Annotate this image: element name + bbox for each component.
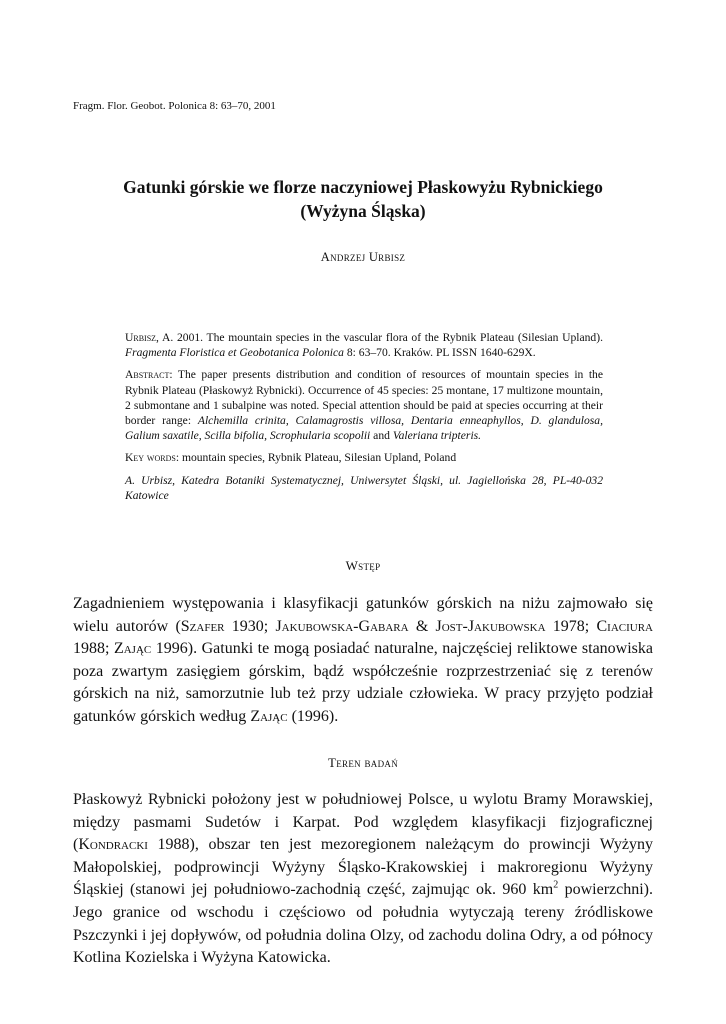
author-address: A. Urbisz, Katedra Botaniki Systematycznej, Uniwersytet Śląski, ul. Jagiellońska 28, PL-40-032 Katowice [125,473,603,502]
abstract-text-2: and [370,429,393,443]
section-heading-intro: Wstęp [345,558,381,573]
text-run: (1996). [287,707,339,725]
superscript: 2 [553,880,559,892]
text-run: 1978; [545,617,597,635]
section-body-intro [73,593,653,729]
citation-author: Urbisz [125,331,157,344]
text-run: 1930; [224,617,276,635]
citation-text-1: , A. 2001. The mountain species in the vascular flora of the Rybnik Plateau (Silesian Upland). [156,331,603,344]
cited-author: Ciaciura [596,617,653,635]
cited-author: Zając [113,640,152,658]
text-run: 1996). Gatunki te mogą posiadać naturalne, najczęściej reliktowe stanowiska poza zwartym zasięgiem górskim, bądź współcześnie rozprzestrzeniać się z terenów górskich na niż, samorzutnie lub też przy udziale człowieka. W pracy przyjęto podział gatunków górskich według [73,640,653,725]
cited-author: Kondracki [78,836,148,854]
abstract-text-1: : The paper presents distribution and condition of resources of mountain species in the Rybnik Plateau (Płaskowyż Rybnicki). Occurrence of 45 species: 25 montane, 17 multizone mountain, 2 submontane and 1 subalpine was noted. Special attention should be paid at species occurring at their border range: [125,368,603,428]
abstract-species-2: Valeriana tripteris. [392,429,482,443]
citation [125,330,603,360]
keywords-text: : mountain species, Rybnik Plateau, Silesian Upland, Poland [175,451,457,465]
text-run: 1988), obszar ten jest mezoregionem należącym do prowincji Wyżyny Małopolskiej, podprowincji Wyżyny Śląsko-Krakowskiej i makroregionu Wyżyny Śląskiej (stanowi jej południowo-zachodnią część, zajmując ok. 960 km [73,836,653,899]
section-body-study-area [73,789,653,970]
text-run: 1988; [73,640,114,658]
text-run: Płaskowyż Rybnicki położony jest w południowej Polsce, u wylotu Bramy Morawskiej, między pasmami Sudetów i Karpat. Pod względem klasyfikacji fizjograficznej ( [73,791,653,854]
title-line-1: Gatunki górskie we florze naczyniowej Płaskowyżu Rybnickiego [123,177,603,197]
article-title [60,175,666,223]
cited-author: Szafer [180,617,225,635]
author-name: Andrzej Urbisz [320,250,406,264]
abstract-label: Abstract [125,368,170,382]
cited-author: Zając [250,707,288,725]
text-run: powierzchni). Jego granice od wschodu i częściowo od południa wytyczają tereny źródliskowe Pszczynki i jej dopływów, od południa dolina Olzy, od zachodu dolina Odry, a od północy Kotlina Kozielska i Wyżyna Katowicka. [73,881,654,967]
abstract-species: Alchemilla crinita, Calamagrostis villosa, Dentaria enneaphyllos, D. glandulosa, Galium saxatile, Scilla bifolia, Scrophularia scopolii [125,414,603,443]
paragraph [73,789,653,970]
abstract-block [125,330,603,510]
paragraph [73,593,653,729]
cited-author: Jost-Jakubowska [435,617,546,635]
citation-journal: Fragmenta Floristica et Geobotanica Polonica [125,346,344,360]
keywords-label: Key words [125,451,176,465]
section-heading-study-area: Teren badań [328,755,398,770]
abstract [125,367,603,443]
running-head: Fragm. Flor. Geobot. Polonica 8: 63–70, 2001 [73,100,276,112]
text-run: & [408,617,436,635]
title-line-2: (Wyżyna Śląska) [300,201,426,221]
keywords [125,450,603,465]
cited-author: Jakubowska-Gabara [275,617,409,635]
text-run: Zagadnieniem występowania i klasyfikacji gatunków górskich na niżu zajmowało się wielu autorów ( [73,595,653,635]
citation-text-2: 8: 63–70. Kraków. PL ISSN 1640-629X. [343,346,536,360]
